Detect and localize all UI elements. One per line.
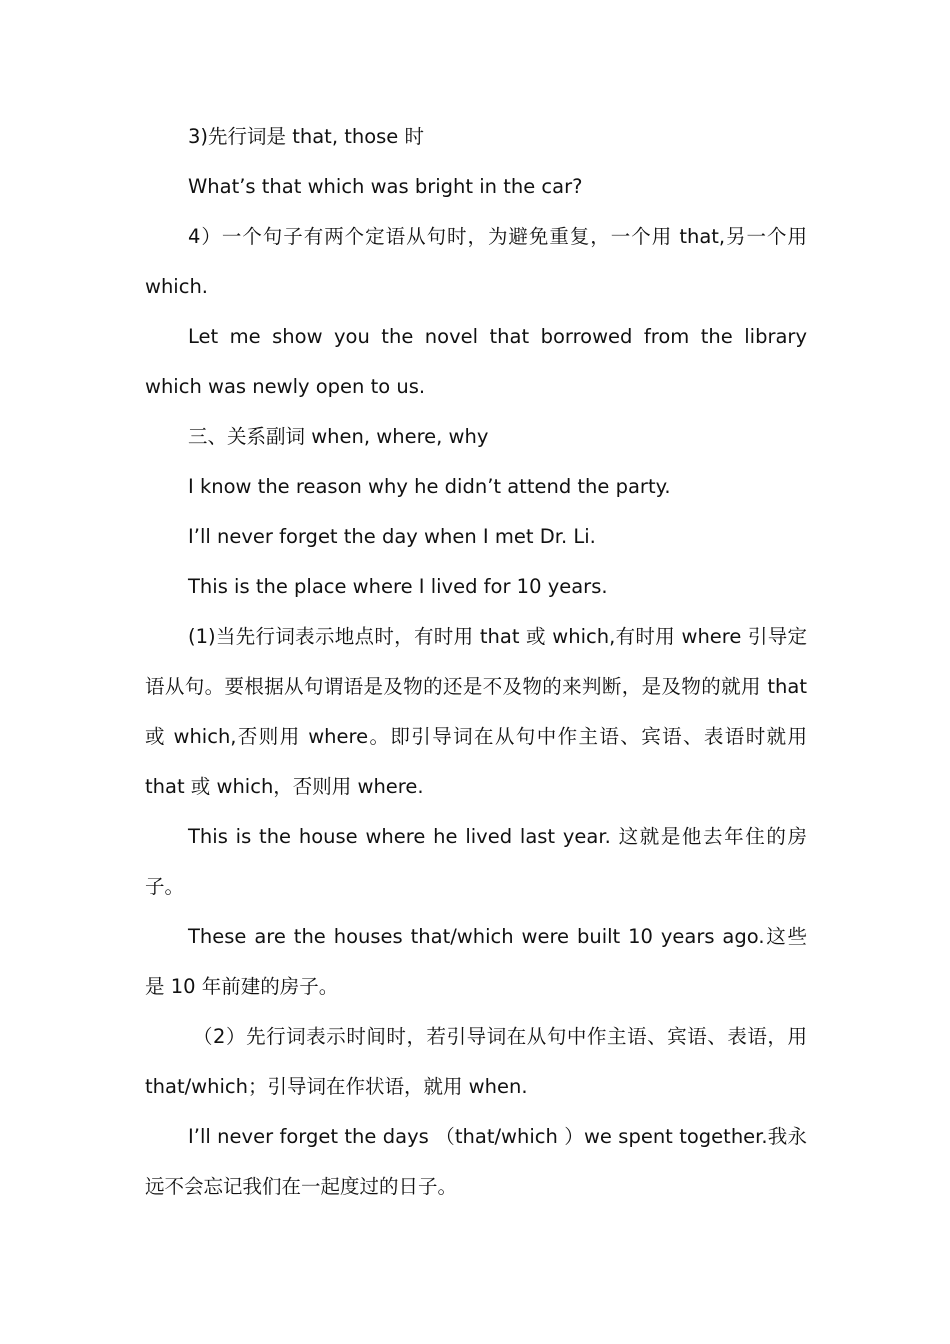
section-heading-relative-adverbs: 三、关系副词 when, where, why: [188, 425, 489, 448]
paragraph-example-novel-library: Let me show you the novel that borrowed from the library which was newly open to us.: [145, 325, 807, 398]
paragraph-example-house-where: This is the house where he lived last year. 这就是他去年住的房子。: [145, 825, 807, 898]
document-body: [145, 112, 807, 1212]
paragraph-rule-place-antecedent: (1)当先行词表示地点时，有时用 that 或 which,有时用 where 引导定语从句。要根据从句谓语是及物的还是不及物的来判断，是及物的就用 that 或 which,否则用 where。即引导词在从句中作主语、宾语、表语时就用 that 或 which，否则用 where.: [145, 625, 807, 798]
paragraph-antecedent-that-those: 3)先行词是 that, those 时: [188, 125, 424, 148]
paragraph-example-place-where: This is the place where I lived for 10 years.: [188, 575, 608, 598]
paragraph-rule-time-antecedent: （2）先行词表示时间时，若引导词在从句中作主语、宾语、表语，用 that/which；引导词在作状语，就用 when.: [145, 1025, 807, 1098]
paragraph-two-attributive-clauses: 4）一个句子有两个定语从句时，为避免重复，一个用 that,另一个用 which.: [145, 225, 807, 298]
paragraph-example-day-when: I’ll never forget the day when I met Dr. Li.: [188, 525, 596, 548]
paragraph-example-bright-car: What’s that which was bright in the car?: [188, 175, 583, 198]
paragraph-example-days-together: I’ll never forget the days （that/which ）we spent together.我永远不会忘记我们在一起度过的日子。: [145, 1125, 807, 1198]
paragraph-example-houses-built: These are the houses that/which were built 10 years ago.这些是 10 年前建的房子。: [145, 925, 807, 998]
paragraph-example-reason-why: I know the reason why he didn’t attend the party.: [188, 475, 671, 498]
